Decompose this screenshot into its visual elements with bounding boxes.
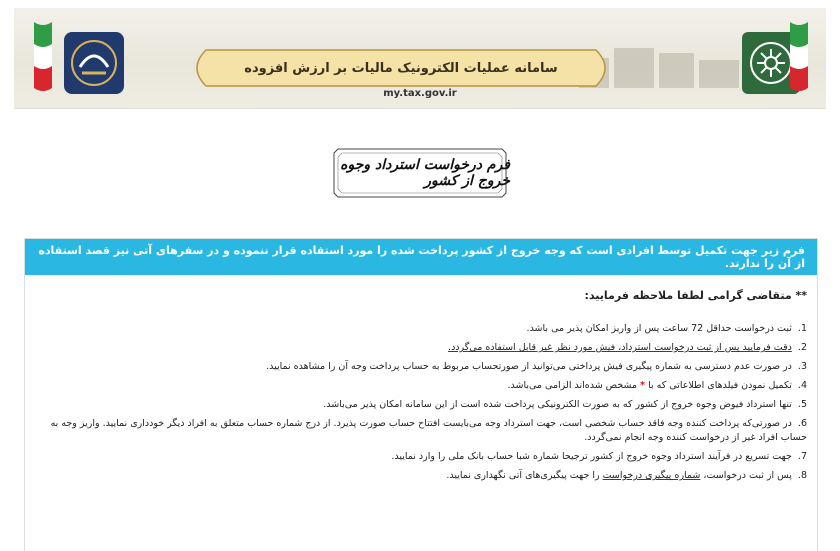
list-item: 5. تنها استرداد فیوض وجوه خروج از کشور که به صورت الکترونیکی پرداخت شده است از این سامانه امکان پذیر می‌باشد. — [323, 399, 807, 410]
notice-body — [25, 275, 817, 483]
notice-card — [24, 238, 818, 551]
form-title: فرم درخواست استرداد وجوه خروج از کشور — [340, 157, 510, 189]
list-item: 3. در صورت عدم دسترسی به شماره پیگیری فیش پرداختی می‌توانید از صورتحساب مربوط به حساب پرداخت وجه آن را مشاهده نمایید. — [266, 361, 807, 372]
list-item: 6. در صورتی‌که پرداخت کننده وجه فاقد حساب شخصی است، جهت استرداد وجه می‌بایست افتتاح حساب صورت پذیرد. از درج شماره حساب متعلق به افراد دیگر خودداری نمایید. واریز وجه به حساب افراد غیر از درخواست کننده وجه انجام نمی‌گردد. — [50, 418, 807, 443]
required-asterisk: * — [640, 380, 646, 391]
iran-flag-icon — [786, 20, 812, 92]
notice-header: فرم زیر جهت تکمیل توسط افرادی است که وجه خروج از کشور پرداخت شده را مورد استفاده قرار ننموده و در سفرهای آتی نیز قصد استفاده از آن را ندارند. — [25, 239, 817, 275]
list-item: 4. تکمیل نمودن فیلدهای اطلاعاتی که با * مشخص شده‌اند الزامی می‌باشد. — [507, 380, 807, 391]
list-item: 2. دقت فرمایید پس از ثبت درخواست استرداد، فیش مورد نظر غیر قابل استفاده می‌گردد. — [448, 342, 807, 353]
header-banner — [14, 8, 826, 109]
list-item: 7. جهت تسریع در فرآیند استرداد وجوه خروج از کشور ترجیحا شماره شبا حساب بانک ملی را وارد نمایید. — [391, 451, 807, 462]
system-title: سامانه عملیات الکترونیک مالیات بر ارزش افزوده — [244, 60, 558, 76]
jahesh-tolid-emblem-icon — [64, 32, 124, 94]
list-item: 8. پس از ثبت درخواست، شماره پیگیری درخواست را جهت پیگیری‌های آتی نگهداری نمایید. — [446, 470, 807, 481]
tracking-number-text: شماره پیگیری درخواست — [602, 470, 701, 481]
list-item: 1. ثبت درخواست حداقل 72 ساعت پس از واریز امکان پذیر می باشد. — [526, 323, 807, 334]
iran-flag-icon — [30, 20, 56, 92]
notice-list — [35, 322, 807, 483]
system-title-box — [186, 48, 616, 88]
site-url: my.tax.gov.ir — [383, 88, 457, 99]
form-title-box — [330, 145, 510, 201]
notice-warning: ** متقاضی گرامی لطفا ملاحظه فرمایید: — [584, 289, 807, 302]
